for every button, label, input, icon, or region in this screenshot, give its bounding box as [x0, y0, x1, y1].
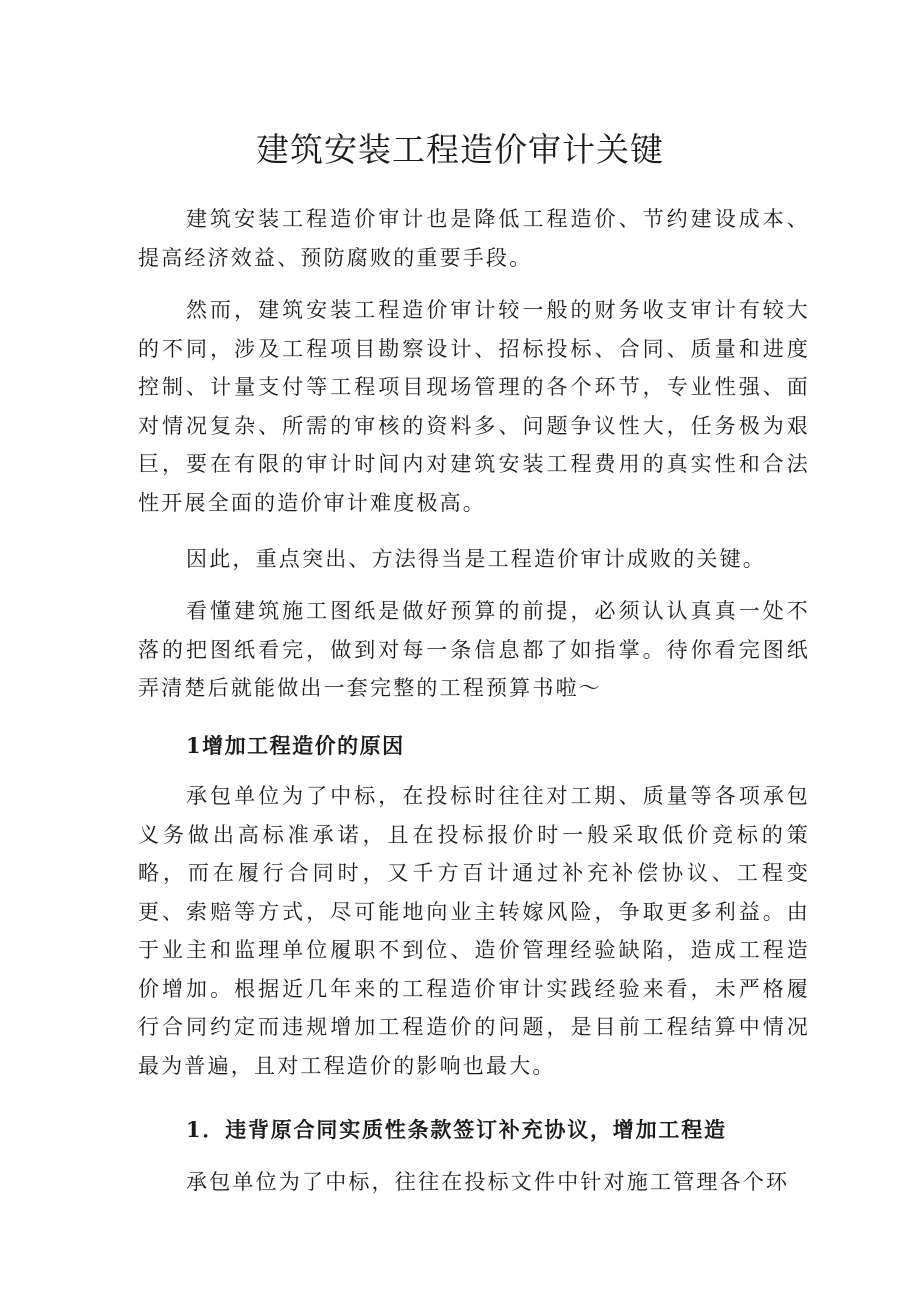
- subsection-heading: 1．违背原合同实质性条款签订补充协议，增加工程造: [186, 1117, 727, 1142]
- paragraph-intro: 建筑安装工程造价审计也是降低工程造价、节约建设成本、提高经济效益、预防腐败的重要手段。: [138, 207, 810, 270]
- section-heading-causes: 1增加工程造价的原因: [186, 733, 405, 758]
- paragraph-drawings: 看懂建筑施工图纸是做好预算的前提，必须认认真真一处不落的把图纸看完，做到对每一条信息都了如指掌。待你看完图纸弄清楚后就能做出一套完整的工程预算书啦～: [138, 599, 810, 700]
- paragraph-key-point: 因此，重点突出、方法得当是工程造价审计成败的关键。: [186, 547, 766, 571]
- paragraph-causes: 承包单位为了中标，在投标时往往对工期、质量等各项承包义务做出高标准承诺，且在投标报价时一般采取低价竞标的策略，而在履行合同时，又千方百计通过补充补偿协议、工程变更、索赔等方式，尽可能地向业主转嫁风险，争取更多利益。由于业主和监理单位履职不到位、造价管理经验缺陷，造成工程造价增加。根据近几年来的工程造价审计实践经验来看，未严格履行合同约定而违规增加工程造价的问题，是目前工程结算中情况最为普遍，且对工程造价的影响也最大。: [138, 784, 810, 1078]
- paragraph-difficulty: 然而，建筑安装工程造价审计较一般的财务收支审计有较大的不同，涉及工程项目勘察设计、招标投标、合同、质量和进度控制、计量支付等工程项目现场管理的各个环节，专业性强、面对情况复杂、所需的审核的资料多、问题争议性大，任务极为艰巨，要在有限的审计时间内对建筑安装工程费用的真实性和合法性开展全面的造价审计难度极高。: [138, 298, 810, 515]
- paragraph-final: 承包单位为了中标，往往在投标文件中针对施工管理各个环: [186, 1170, 790, 1194]
- document-title: 建筑安装工程造价审计关键: [256, 130, 664, 169]
